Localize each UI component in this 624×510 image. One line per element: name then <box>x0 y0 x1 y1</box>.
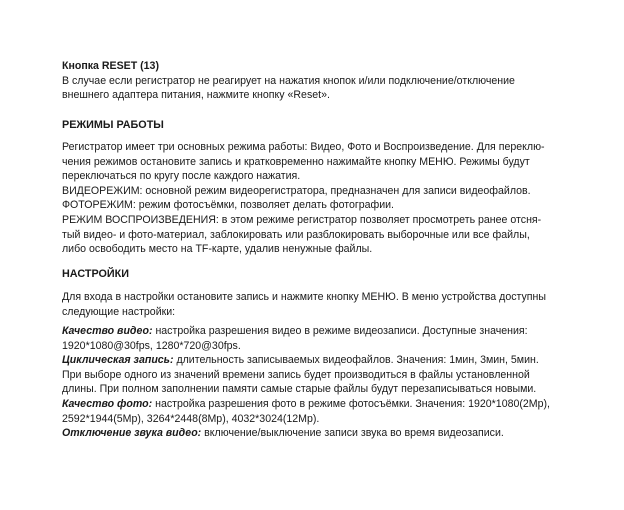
loop-text-1: длительность записываемых видеофайлов. Значения: 1мин, 3мин, 5мин. <box>173 354 539 367</box>
modes-section <box>62 140 582 257</box>
modes-line-8: либо освободить место на TF-карте, удалив ненужные файлы. <box>62 243 373 256</box>
loop-text-3: длины. При полном заполнении памяти самые старые файлы будут перезаписываться новыми. <box>62 383 537 396</box>
settings-heading-block <box>62 267 582 282</box>
settings-intro <box>62 290 582 319</box>
mute-label: Отключение звука видео: <box>62 427 202 440</box>
modes-line-7: тый видео- и фото-материал, заблокировать или разблокировать выборочные или все файлы, <box>62 228 530 241</box>
modes-heading-block <box>62 118 582 133</box>
modes-line-3: переключаться по кругу после каждого нажатия. <box>62 170 301 183</box>
photo-quality-label: Качество фото: <box>62 397 153 410</box>
video-quality-text-1: настройка разрешения видео в режиме видеозаписи. Доступные значения: <box>152 325 528 337</box>
settings-intro-line-1: Для входа в настройки остановите запись и нажмите кнопку МЕНЮ. В меню устройства доступны <box>62 291 546 303</box>
photo-quality-text-2: 2592*1944(5Mp), 3264*2448(8Mp), 4032*3024(12Mp). <box>62 412 320 425</box>
reset-section <box>62 59 582 103</box>
modes-line-2: чения режимов остановите запись и кратковременно нажимайте кнопку МЕНЮ. Режимы будут <box>62 155 530 168</box>
settings-heading: НАСТРОЙКИ <box>62 268 130 280</box>
reset-line-2: внешнего адаптера питания, нажмите кнопку «Reset». <box>62 89 330 102</box>
reset-title: Кнопка RESET (13) <box>62 60 159 72</box>
modes-line-1: Регистратор имеет три основных режима работы: Видео, Фото и Воспроизведение. Для переклю- <box>62 141 545 153</box>
modes-heading: РЕЖИМЫ РАБОТЫ <box>62 119 164 131</box>
modes-line-5: ФОТОРЕЖИМ: режим фотосъёмки, позволяет делать фотографии. <box>62 199 394 212</box>
mute-line-1 <box>62 426 582 441</box>
mute-text-1: включение/выключение записи звука во время видеозаписи. <box>201 427 504 440</box>
settings-list <box>62 324 582 441</box>
modes-line-6: РЕЖИМ ВОСПРОИЗВЕДЕНИЯ: в этом режиме регистратор позволяет просмотреть ранее отсня- <box>62 213 542 226</box>
loop-text-2: При выборе одного из значений времени запись будет производиться в файлы установленной <box>62 368 530 381</box>
settings-intro-line-2: следующие настройки: <box>62 305 176 318</box>
loop-line-1 <box>62 353 582 368</box>
photo-quality-line-1 <box>62 397 582 412</box>
video-quality-line-1 <box>62 324 582 339</box>
loop-label: Циклическая запись: <box>62 354 174 367</box>
video-quality-label: Качество видео: <box>62 325 153 337</box>
photo-quality-text-1: настройка разрешения фото в режиме фотосъёмки. Значения: 1920*1080(2Mp), <box>152 397 550 410</box>
modes-line-4: ВИДЕОРЕЖИМ: основной режим видеорегистратора, предназначен для записи видеофайлов. <box>62 184 531 197</box>
video-quality-text-2: 1920*1080@30fps, 1280*720@30fps. <box>62 339 241 352</box>
reset-line-1: В случае если регистратор не реагирует на нажатия кнопок и/или подключение/отключение <box>62 74 515 87</box>
